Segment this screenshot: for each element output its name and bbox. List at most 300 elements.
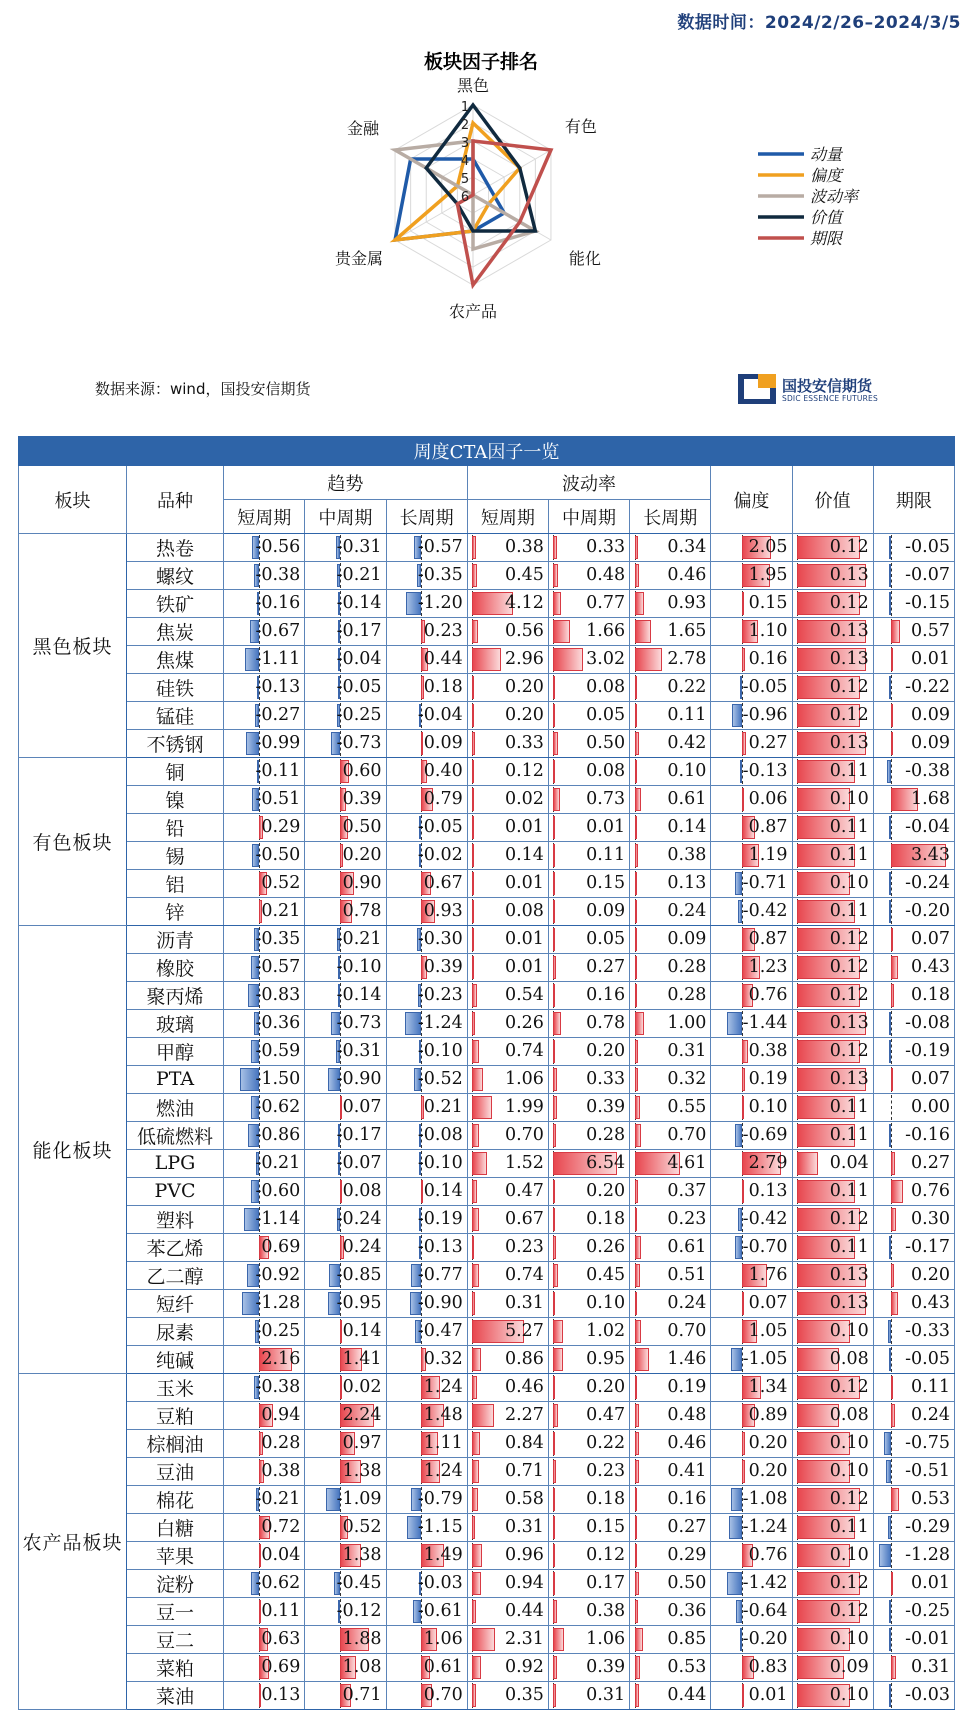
value-cell-trend_short	[224, 1093, 305, 1121]
value-cell-term	[873, 1317, 954, 1345]
cell-value: 0.26	[586, 1236, 626, 1257]
cell-value: 0.01	[504, 817, 544, 837]
cell-value: 0.21	[261, 901, 301, 921]
data-bar	[553, 1096, 557, 1119]
cell-value: 0.70	[423, 1684, 463, 1705]
value-cell-vol_long	[630, 702, 711, 730]
variety-name: 棉花	[126, 1485, 223, 1513]
value-cell-vol_mid	[548, 842, 629, 870]
cell-value: 0.67	[504, 1208, 544, 1229]
cell-value: 6.54	[586, 1152, 626, 1173]
variety-name: 硅铁	[126, 674, 223, 702]
zero-axis	[891, 1011, 892, 1036]
value-cell-vol_short	[467, 982, 548, 1010]
value-cell-trend_mid	[305, 1429, 386, 1457]
table-row	[19, 898, 955, 926]
value-cell-vol_short	[467, 1681, 548, 1709]
value-cell-trend_long	[386, 1066, 467, 1094]
cell-value: -0.20	[742, 1628, 788, 1649]
cell-value: -0.16	[905, 1124, 950, 1145]
value-cell-vol_short	[467, 1121, 548, 1149]
data-bar	[635, 1348, 649, 1371]
cell-value: 2.16	[261, 1348, 301, 1369]
cell-value: 0.11	[829, 845, 869, 865]
cell-value: 0.76	[748, 1544, 788, 1565]
data-bar	[635, 704, 637, 727]
cta-factor-table	[18, 436, 955, 1710]
value-cell-trend_short	[224, 562, 305, 590]
value-cell-skew	[711, 1121, 792, 1149]
value-cell-trend_short	[224, 1485, 305, 1513]
value-cell-term	[873, 1597, 954, 1625]
value-cell-trend_mid	[305, 1373, 386, 1401]
value-cell-term	[873, 1149, 954, 1177]
value-cell-vol_long	[630, 1317, 711, 1345]
cell-value: 0.12	[829, 1041, 869, 1061]
data-bar	[553, 704, 555, 727]
data-bar	[742, 1180, 744, 1203]
value-cell-trend_mid	[305, 1513, 386, 1541]
cell-value: 0.12	[829, 1376, 869, 1397]
value-cell-term	[873, 1345, 954, 1373]
value-cell-vol_mid	[548, 1597, 629, 1625]
value-cell-trend_long	[386, 562, 467, 590]
value-cell-trend_mid	[305, 590, 386, 618]
cell-value: 0.11	[829, 817, 869, 837]
cell-value: -0.45	[336, 1572, 382, 1593]
value-cell-trend_mid	[305, 674, 386, 702]
cell-value: -0.57	[255, 957, 301, 977]
cell-value: 0.12	[829, 985, 869, 1005]
cell-value: -0.10	[417, 1152, 463, 1173]
cell-value: 2.78	[667, 649, 707, 669]
data-bar	[891, 1404, 895, 1427]
cell-value: 2.79	[748, 1152, 788, 1173]
value-cell-trend_mid	[305, 1205, 386, 1233]
cell-value: 0.20	[911, 1264, 950, 1285]
cell-value: -0.59	[255, 1041, 301, 1061]
value-cell-skew	[711, 730, 792, 758]
cell-value: 0.46	[667, 1432, 707, 1453]
cell-value: 0.27	[911, 1152, 950, 1173]
cell-value: -0.25	[255, 1320, 301, 1341]
data-bar	[729, 1516, 742, 1539]
cell-value: -0.56	[255, 537, 301, 557]
cell-value: -0.23	[417, 985, 463, 1005]
zero-axis	[891, 591, 892, 616]
header-value: 价值	[792, 466, 873, 534]
value-cell-term	[873, 674, 954, 702]
value-cell-term	[873, 786, 954, 814]
value-cell-trend_short	[224, 1373, 305, 1401]
value-cell-skew	[711, 1373, 792, 1401]
cell-value: -0.35	[417, 565, 463, 585]
variety-name: LPG	[126, 1149, 223, 1177]
cell-value: -0.04	[417, 705, 463, 725]
variety-name: 燃油	[126, 1093, 223, 1121]
radar-rank-tick: 6	[460, 190, 470, 205]
zero-axis	[891, 759, 892, 784]
value-cell-trend_long	[386, 1121, 467, 1149]
cell-value: 0.70	[667, 1124, 707, 1145]
cell-value: 0.46	[504, 1376, 544, 1397]
value-cell-vol_long	[630, 954, 711, 982]
table-row	[19, 1177, 955, 1205]
data-bar	[727, 1012, 742, 1035]
data-bar	[797, 1152, 818, 1175]
cell-value: 0.72	[261, 1516, 301, 1537]
table-row	[19, 1149, 955, 1177]
cell-value: 0.11	[829, 761, 869, 781]
zero-axis	[891, 1431, 892, 1456]
cell-value: -0.51	[905, 1460, 950, 1481]
data-bar	[472, 1096, 492, 1119]
cell-value: 0.83	[748, 1656, 788, 1677]
value-cell-term	[873, 1010, 954, 1038]
cell-value: 0.63	[261, 1628, 301, 1649]
data-bar	[472, 1516, 475, 1539]
data-bar	[472, 1040, 479, 1063]
value-cell-vol_short	[467, 646, 548, 674]
data-bar	[472, 1068, 482, 1091]
variety-name: 短纤	[126, 1289, 223, 1317]
data-bar	[891, 956, 898, 979]
value-cell-term	[873, 814, 954, 842]
radar-axis-label: 黑色	[456, 76, 490, 95]
cell-value: -0.21	[336, 565, 382, 585]
cell-value: -0.04	[905, 817, 950, 837]
value-cell-vol_long	[630, 1205, 711, 1233]
value-cell-vol_mid	[548, 1205, 629, 1233]
cell-value: 0.12	[829, 705, 869, 725]
radar-title: 板块因子排名	[423, 51, 539, 73]
value-cell-trend_short	[224, 1653, 305, 1681]
cell-value: 0.29	[667, 1544, 707, 1565]
value-cell-trend_mid	[305, 1653, 386, 1681]
cell-value: 0.32	[423, 1348, 463, 1369]
cell-value: 0.44	[667, 1684, 707, 1705]
value-cell-term	[873, 1233, 954, 1261]
cell-value: 0.13	[667, 873, 707, 893]
value-cell-trend_long	[386, 1177, 467, 1205]
value-cell-term	[873, 1038, 954, 1066]
cell-value: 0.22	[586, 1432, 626, 1453]
data-bar	[553, 1124, 556, 1147]
data-bar	[553, 928, 555, 951]
header-vol-short: 短周期	[467, 500, 548, 534]
value-cell-value	[792, 1373, 873, 1401]
data-bar	[635, 984, 638, 1007]
table-row	[19, 870, 955, 898]
data-bar	[889, 676, 891, 699]
cell-value: -0.21	[255, 1152, 301, 1173]
value-cell-vol_long	[630, 1681, 711, 1709]
data-bar	[886, 1460, 891, 1483]
value-cell-skew	[711, 1541, 792, 1569]
data-bar	[889, 1236, 891, 1259]
cell-value: 1.65	[667, 621, 707, 641]
cell-value: 1.48	[423, 1404, 463, 1425]
cell-value: 0.61	[423, 1656, 463, 1677]
value-cell-value	[792, 646, 873, 674]
value-cell-vol_short	[467, 1653, 548, 1681]
cell-value: -0.77	[417, 1264, 463, 1285]
data-bar	[553, 760, 555, 783]
cell-value: 0.18	[586, 1208, 626, 1229]
variety-name: 豆一	[126, 1597, 223, 1625]
value-cell-trend_short	[224, 982, 305, 1010]
data-bar	[635, 1460, 639, 1483]
value-cell-trend_short	[224, 870, 305, 898]
data-bar	[889, 592, 891, 615]
cell-value: 0.74	[504, 1264, 544, 1285]
table-row	[19, 1205, 955, 1233]
cell-value: 0.50	[667, 1572, 707, 1593]
cell-value: -0.90	[336, 1069, 382, 1089]
logo-mark-icon	[738, 374, 776, 404]
value-cell-trend_short	[224, 1597, 305, 1625]
cell-value: 0.05	[586, 705, 626, 725]
data-bar	[472, 1460, 479, 1483]
cell-value: -0.85	[336, 1264, 382, 1285]
value-cell-vol_long	[630, 1233, 711, 1261]
cell-value: 0.35	[504, 1684, 544, 1705]
value-cell-value	[792, 1513, 873, 1541]
value-cell-vol_mid	[548, 870, 629, 898]
zero-axis	[891, 1599, 892, 1624]
data-bar	[735, 872, 742, 895]
cell-value: 0.70	[667, 1320, 707, 1341]
cell-value: 0.78	[342, 901, 382, 921]
data-bar	[472, 760, 474, 783]
cell-value: 1.23	[748, 957, 788, 977]
value-cell-trend_short	[224, 1317, 305, 1345]
data-bar	[553, 872, 555, 895]
value-cell-trend_long	[386, 646, 467, 674]
data-bar	[635, 844, 639, 867]
cell-value: 0.09	[911, 705, 950, 725]
value-cell-trend_long	[386, 1597, 467, 1625]
variety-name: 锡	[126, 842, 223, 870]
data-bar	[888, 1320, 891, 1343]
value-cell-vol_short	[467, 1289, 548, 1317]
value-cell-value	[792, 1205, 873, 1233]
data-bar	[635, 956, 638, 979]
cell-value: -0.52	[417, 1069, 463, 1089]
value-cell-value	[792, 674, 873, 702]
value-cell-skew	[711, 1625, 792, 1653]
value-cell-term	[873, 1373, 954, 1401]
value-cell-vol_mid	[548, 1373, 629, 1401]
data-bar	[891, 1656, 896, 1679]
cell-value: -0.20	[905, 901, 950, 921]
cell-value: 0.31	[504, 1516, 544, 1537]
cell-value: 0.54	[504, 985, 544, 1005]
cell-value: -0.75	[905, 1432, 950, 1453]
cell-value: 0.11	[667, 705, 707, 725]
data-bar	[472, 956, 474, 979]
data-source-note: 数据来源：wind，国投安信期货	[95, 380, 311, 398]
cell-value: 0.31	[911, 1656, 950, 1677]
variety-name: 不锈钢	[126, 730, 223, 758]
cell-value: 0.10	[829, 1684, 869, 1705]
data-bar	[472, 1656, 481, 1679]
value-cell-term	[873, 1457, 954, 1485]
cell-value: 0.12	[829, 929, 869, 949]
table-row	[19, 842, 955, 870]
value-cell-trend_long	[386, 982, 467, 1010]
value-cell-term	[873, 1625, 954, 1653]
value-cell-term	[873, 982, 954, 1010]
zero-axis	[891, 1459, 892, 1484]
cell-value: 0.87	[748, 929, 788, 949]
value-cell-trend_long	[386, 1457, 467, 1485]
cell-value: 0.10	[829, 1628, 869, 1649]
value-cell-skew	[711, 982, 792, 1010]
cell-value: 0.18	[586, 1488, 626, 1509]
cell-value: 3.43	[911, 845, 950, 865]
value-cell-vol_short	[467, 1541, 548, 1569]
value-cell-vol_short	[467, 814, 548, 842]
cell-value: -0.70	[742, 1236, 788, 1257]
data-bar	[635, 1488, 637, 1511]
cell-value: -0.31	[336, 1041, 382, 1061]
cell-value: 0.14	[504, 845, 544, 865]
value-cell-value	[792, 590, 873, 618]
value-cell-vol_short	[467, 674, 548, 702]
radar-rank-tick: 2	[460, 118, 470, 133]
variety-name: 白糖	[126, 1513, 223, 1541]
value-cell-value	[792, 562, 873, 590]
value-cell-vol_mid	[548, 1569, 629, 1597]
table-row	[19, 730, 955, 758]
data-bar	[635, 1180, 639, 1203]
data-bar	[889, 1124, 891, 1147]
value-cell-vol_mid	[548, 758, 629, 786]
data-bar	[553, 1488, 555, 1511]
cell-value: 0.12	[829, 1488, 869, 1509]
value-cell-trend_mid	[305, 1261, 386, 1289]
cell-value: 0.74	[504, 1041, 544, 1061]
cell-value: -0.38	[255, 1376, 301, 1397]
header-volatility: 波动率	[467, 466, 711, 500]
value-cell-skew	[711, 1149, 792, 1177]
header-variety: 品种	[126, 466, 223, 534]
data-bar	[472, 732, 475, 755]
variety-name: 螺纹	[126, 562, 223, 590]
value-cell-trend_short	[224, 730, 305, 758]
cell-value: -0.51	[255, 789, 301, 809]
cell-value: 2.31	[504, 1628, 544, 1649]
data-bar	[472, 1628, 495, 1651]
value-cell-trend_mid	[305, 1345, 386, 1373]
cell-value: 0.93	[423, 901, 463, 921]
value-cell-value	[792, 1121, 873, 1149]
cell-value: 0.28	[586, 1124, 626, 1145]
cell-value: 0.26	[504, 1013, 544, 1033]
value-cell-trend_short	[224, 1541, 305, 1569]
data-bar	[889, 1684, 891, 1707]
value-cell-vol_long	[630, 1429, 711, 1457]
cell-value: 0.17	[586, 1572, 626, 1593]
cell-value: -0.05	[417, 817, 463, 837]
cell-value: 0.11	[829, 1096, 869, 1117]
value-cell-skew	[711, 1681, 792, 1709]
zero-axis	[891, 1683, 892, 1708]
cell-value: 0.24	[342, 1236, 382, 1257]
data-bar	[891, 1292, 898, 1315]
cell-value: 2.24	[342, 1404, 382, 1425]
data-bar	[472, 1488, 478, 1511]
value-cell-vol_mid	[548, 1177, 629, 1205]
value-cell-vol_short	[467, 730, 548, 758]
value-cell-term	[873, 1485, 954, 1513]
cell-value: 0.10	[829, 873, 869, 893]
zero-axis	[891, 1347, 892, 1372]
value-cell-trend_long	[386, 1093, 467, 1121]
zero-axis	[891, 899, 892, 924]
variety-name: 铅	[126, 814, 223, 842]
value-cell-trend_short	[224, 898, 305, 926]
cell-value: -0.27	[255, 705, 301, 725]
data-bar	[553, 900, 555, 923]
cell-value: 4.61	[667, 1152, 707, 1173]
cell-value: 0.12	[504, 761, 544, 781]
cell-value: 0.31	[586, 1684, 626, 1705]
data-bar	[635, 1656, 640, 1679]
value-cell-trend_mid	[305, 1289, 386, 1317]
data-bar	[635, 1376, 637, 1399]
data-bar	[635, 732, 639, 755]
data-bar	[738, 900, 742, 923]
cell-value: -0.03	[905, 1684, 950, 1705]
data-bar	[340, 1180, 342, 1203]
data-bar	[472, 1012, 475, 1035]
value-cell-vol_long	[630, 534, 711, 562]
value-cell-trend_mid	[305, 730, 386, 758]
value-cell-vol_long	[630, 562, 711, 590]
variety-name: 尿素	[126, 1317, 223, 1345]
variety-name: 乙二醇	[126, 1261, 223, 1289]
cell-value: 0.38	[748, 1041, 788, 1061]
value-cell-vol_mid	[548, 1429, 629, 1457]
data-bar	[472, 1152, 487, 1175]
variety-name: 镍	[126, 786, 223, 814]
value-cell-trend_mid	[305, 1681, 386, 1709]
data-bar	[553, 1320, 563, 1343]
cell-value: -0.92	[255, 1264, 301, 1285]
data-bar	[736, 1600, 743, 1623]
data-bar	[553, 1656, 557, 1679]
cell-value: -0.38	[905, 761, 950, 781]
value-cell-term	[873, 758, 954, 786]
data-bar	[553, 1460, 555, 1483]
radar-legend-label: 偏度	[810, 166, 843, 185]
data-bar	[891, 928, 893, 951]
cell-value: 0.02	[504, 789, 544, 809]
cell-value: 1.76	[748, 1264, 788, 1285]
data-bar	[553, 1404, 558, 1427]
cell-value: 0.09	[911, 733, 950, 753]
variety-name: 锰硅	[126, 702, 223, 730]
value-cell-vol_long	[630, 1149, 711, 1177]
cell-value: 0.13	[829, 733, 869, 753]
header-sector: 板块	[19, 466, 127, 534]
data-bar	[553, 1348, 562, 1371]
cell-value: 0.07	[911, 929, 950, 949]
value-cell-term	[873, 730, 954, 758]
data-bar	[635, 816, 637, 839]
